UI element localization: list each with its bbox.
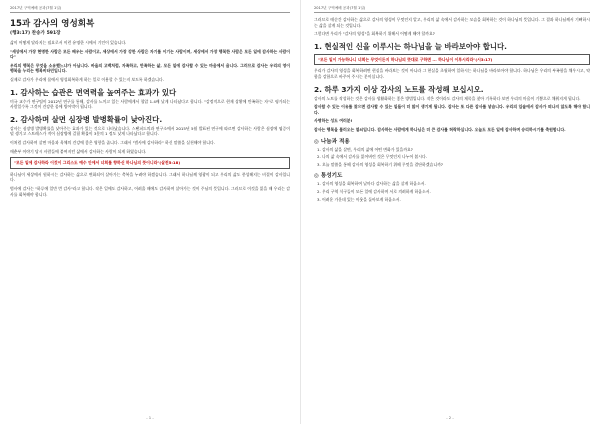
section-heading: 1. 감사하는 습관은 면역력을 높여주는 효과가 있다 [10, 87, 177, 97]
list-item: 2. 우리 구역 식구들이 모든 일에 감사하며 서로 격려하게 하옵소서. [317, 188, 431, 194]
paragraph: 그렇다면 우리가 "감사의 영성"을 회복하기 위해서 어떻게 해야 할까요? [314, 31, 435, 37]
page-header: 2017년 구역예배 공과(7월 1일) [10, 6, 290, 13]
paragraph: 이처럼 감사하며 살면 마음과 육체의 건강에 좋은 영향을 줍니다. 그래서 "범사에 감사하라" 하신 말씀을 실천해야 합니다. [10, 139, 215, 145]
list-item: 2. 나의 삶 속에서 감사를 잃어버린 것은 무엇인지 나누어 봅시다. [317, 154, 428, 160]
share-heading: ◎ 나눔과 적용 [314, 138, 350, 145]
page-header: 2017년 구역예배 공과(7월 1일) [314, 6, 590, 13]
prayer-heading: ◎ 통성기도 [314, 173, 343, 180]
paragraph: 미국 교수가 연구팀이 2012년 연구를 통해, 감사를 느끼고 있는 사람에게서 혈압 1.4배 낮게 나타났다고 합니다. "감정적으로 현재 상황에 만족하는 자"로 평가되는 사람일수록 그것이 건강한 몸에 방어막이 됩니다. [10, 98, 290, 110]
paragraph: 실제로 감사가 우리에 몸에서 영성회복하게 하는 일로 이용할 수 있는지 보도록 하겠습니다. [10, 76, 164, 82]
scripture-quote-box [10, 157, 290, 169]
list-item: 1. 감사의 삶을 살면, 우리의 삶에 어떤 변화가 있을까요? [317, 146, 413, 152]
scripture-quote: "모든 일이 가능하나니 너희는 무엇이든지 하나님의 뜻대로 구하면 ... 하나님이 이루시리라"(시3:17) [318, 56, 493, 62]
scripture-quote-box [314, 54, 590, 66]
section-heading: 1. 현실적인 신을 이루시는 하나님을 늘 바라보아야 합니다. [314, 41, 507, 51]
paragraph: 범사에 감사는 "하루에 일만 번 감사"라고 합니다. 작은 일에도 감사하고, 어려울 때에도 감사하며 살아가는 것이 주님의 뜻입니다. 그러므로 이것을 잃을 때 우리는 감사를 회복해야 합니다. [10, 185, 290, 197]
page-2 [300, 0, 600, 424]
page-number: - 1 - [146, 415, 154, 420]
list-item: 1. 감사의 영성을 회복하여 날마다 감사하는 삶을 살게 하옵소서. [317, 181, 426, 187]
lesson-subtitle: (행3:17) 찬송가 591장 [10, 31, 61, 36]
intro-text: 삶이 어떻게 달라지는 필요로서 이런 유명한 시에서 기인이 있습니다. [10, 40, 127, 45]
paragraph: 감사는 행복을 불러오는 열쇠입니다. 감사하는 사람에게 하나님은 더 큰 감사를 허락하십니다. 오늘도 모든 일에 감사하며 승리하시기를 축원합니다. [314, 126, 566, 132]
page-number: - 2 - [446, 415, 454, 420]
paragraph: 매춘부 이야기 당시 사람들에 붙여지던 삶에서 감사하는 사람이 되게 하였습니다. [10, 148, 147, 154]
mission-title: 사명하는 성도 여러분! [314, 118, 353, 124]
paragraph: 감사의 노트를 작성하는 것은 감사를 생활화하는 좋은 방법입니다. 작은 것이라도 감사의 제목을 찾아 기록하다 보면 우리의 마음이 기쁨으로 채워지게 됩니다. [314, 95, 581, 101]
list-item: 3. 오늘 말씀을 통해 감사의 영성을 회복하기 위해 무엇을 결단하겠습니까? [317, 161, 443, 167]
intro-quote: "세상에서 가장 현명한 사람은 모든 배우는 사람이고, 세상에서 가장 강한 사람은 자기를 이기는 사람이며, 세상에서 가장 행복한 사람은 모든 일에 감사하는 사람이다" [10, 48, 290, 60]
paragraph: 우리의 행복은 무엇을 소유했느냐가 아닙니다. 바울의 고백처럼, 자족하고, 만족하는 삶, 모든 일에 감사할 수 있는 마음에서 옵니다. 그러므로 감사는 우리의 영이 행복을 누리는 행복비타민입니다. [10, 62, 290, 74]
paragraph: 감사할 수 있는 이유를 찾으면 감사할 수 있는 일들이 더 많이 생기게 됩니다. 감사는 또 다른 감사를 낳습니다. 우리의 입술에서 감사가 떠나지 않도록 해야 합니다. [314, 104, 590, 115]
section-heading: 2. 하루 3가지 이상 감사의 노트를 작성해 보십시오. [314, 84, 484, 94]
paragraph: 그러므로 매순간 감사하는 삶으로 감사의 영성이 무엇인지 알고, 우리의 삶 속에서 감사하는 모습을 회복하는 것이 하나님의 뜻입니다. 그 결과 하나님께서 기뻐하시는 삶을 살게 되는 것입니다. [314, 17, 590, 28]
paragraph: 감사는 심장병 발병확률을 낮아주는 효과가 있는 것으로 나타났습니다. 스탠퍼드의과 연구소에서 2015년 5월 발표된 연구에 따르면 감사하는 사람은 심장에 염증이 덜 생기고 스트레스가 적어 심장병에 걸릴 확률이 3분의 1 정도 낮게 나타났다고 합니다. [10, 125, 290, 137]
list-item: 3. 어려운 가운데 있는 이웃을 돌아보게 하옵소서. [317, 196, 401, 202]
scripture-quote: "모든 일에 감사하라 이것이 그리스도 예수 안에서 너희를 향하신 하나님의 뜻이니라"(살전5:18) [14, 160, 181, 166]
paragraph: 우리가 감사의 영성을 회복하려면 현실을 바라보는 것이 아니라 그 현실을 초월하여 일하시는 하나님을 바라보아야 합니다. 하나님은 우리의 부족함을 채우시고, 약함을 강함으로 바꾸어 주시는 분이십니다. [314, 68, 590, 79]
section-heading: 2. 감사하며 살면 심장병 발병확률이 낮아진다. [10, 114, 163, 124]
paragraph: 하나님이 세상에서 원하시는 감사하는 삶으로 변화되어 살아가는 축복을 누려야 하겠습니다. 그래서 하나님께 영광이 되고 우리의 삶도 풍성해지는 비결이 감사입니다. [10, 171, 290, 183]
lesson-title: 15과 감사의 영성회복 [10, 19, 95, 29]
